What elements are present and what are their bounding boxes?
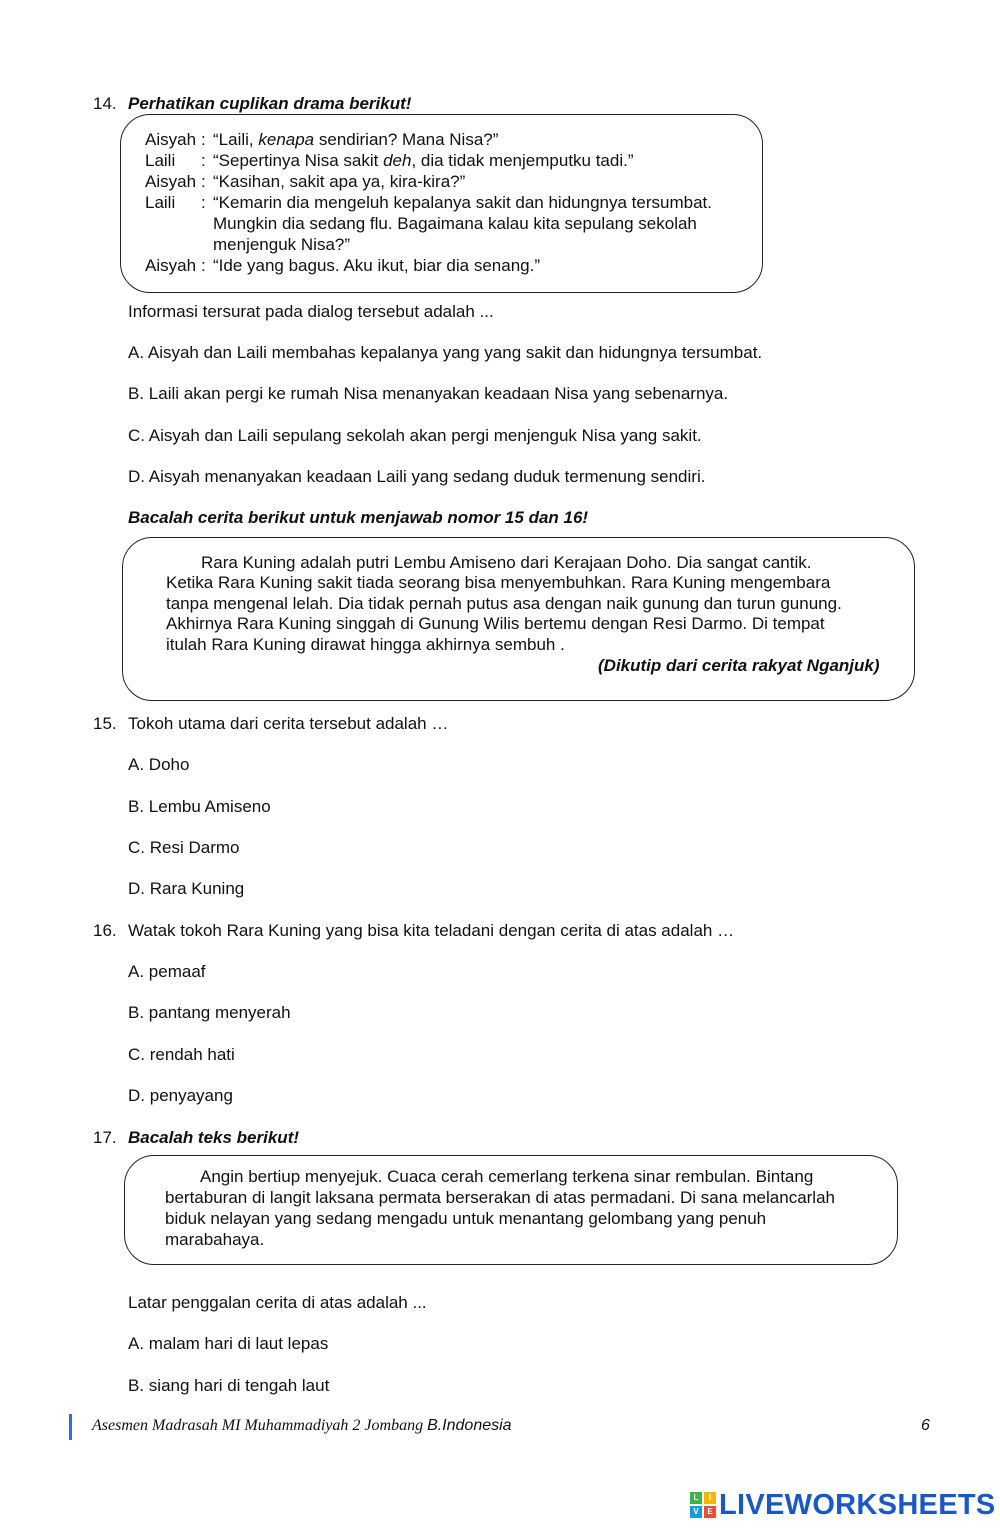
story-line: Akhirnya Rara Kuning singgah di Gunung Wilis bertemu dengan Resi Darmo. Di tempat bbox=[166, 614, 825, 633]
text-line: Angin bertiup menyejuk. Cuaca cerah cemerlang terkena sinar rembulan. Bintang bbox=[200, 1167, 814, 1186]
text-line: marabahaya. bbox=[165, 1230, 265, 1249]
dialog-line: “Sepertinya Nisa sakit deh, dia tidak menjemputku tadi.” bbox=[213, 151, 634, 170]
answer-option[interactable]: C. Aisyah dan Laili sepulang sekolah akan pergi menjenguk Nisa yang sakit. bbox=[128, 426, 702, 445]
dialog-colon: : bbox=[201, 172, 206, 191]
q17-number: 17. bbox=[93, 1128, 117, 1147]
dialog-speaker: Aisyah bbox=[145, 172, 197, 191]
answer-option[interactable]: B. pantang menyerah bbox=[128, 1003, 291, 1022]
dialog-colon: : bbox=[201, 193, 206, 212]
liveworksheets-logo[interactable] bbox=[690, 1488, 996, 1522]
logo-tile: V bbox=[690, 1506, 702, 1518]
story-instruction: Bacalah cerita berikut untuk menjawab nomor 15 dan 16! bbox=[128, 508, 589, 527]
logo-tile: L bbox=[690, 1492, 702, 1504]
story-line: tanpa mengenal lelah. Dia tidak pernah putus asa dengan naik gunung dan turun gunung. bbox=[166, 594, 842, 613]
answer-option[interactable]: C. Resi Darmo bbox=[128, 838, 240, 857]
q17-question: Latar penggalan cerita di atas adalah ... bbox=[128, 1293, 427, 1312]
dialog-speaker: Laili bbox=[145, 151, 176, 170]
answer-option[interactable]: B. Lembu Amiseno bbox=[128, 797, 271, 816]
liveworksheets-logo-text: LIVEWORKSHEETS bbox=[719, 1488, 996, 1521]
answer-option[interactable]: A. malam hari di laut lepas bbox=[128, 1334, 329, 1353]
answer-option[interactable]: D. Rara Kuning bbox=[128, 879, 245, 898]
dialog-colon: : bbox=[201, 130, 206, 149]
dialog-speaker: Aisyah bbox=[145, 130, 197, 149]
footer-text: Asesmen Madrasah MI Muhammadiyah 2 Jombang B.Indonesia bbox=[92, 1417, 512, 1434]
answer-option[interactable]: D. penyayang bbox=[128, 1086, 233, 1105]
answer-option[interactable]: C. rendah hati bbox=[128, 1045, 235, 1064]
page-number: 6 bbox=[921, 1417, 930, 1434]
answer-option[interactable]: D. Aisyah menanyakan keadaan Laili yang sedang duduk termenung sendiri. bbox=[128, 467, 706, 486]
dialog-line: menjenguk Nisa?” bbox=[213, 235, 351, 254]
story-line: itulah Rara Kuning dirawat hingga akhirnya sembuh . bbox=[166, 635, 565, 654]
dialog-colon: : bbox=[201, 151, 206, 170]
answer-option[interactable]: B. Laili akan pergi ke rumah Nisa menanyakan keadaan Nisa yang sebenarnya. bbox=[128, 384, 729, 403]
dialog-line: “Kasihan, sakit apa ya, kira-kira?” bbox=[213, 172, 466, 191]
q15-question: Tokoh utama dari cerita tersebut adalah … bbox=[128, 714, 449, 733]
dialog-speaker: Laili bbox=[145, 193, 176, 212]
story-source: (Dikutip dari cerita rakyat Nganjuk) bbox=[598, 656, 880, 675]
dialog-line: “Kemarin dia mengeluh kepalanya sakit dan hidungnya tersumbat. bbox=[213, 193, 712, 212]
q16-question: Watak tokoh Rara Kuning yang bisa kita teladani dengan cerita di atas adalah … bbox=[128, 921, 735, 940]
q14-number: 14. bbox=[93, 94, 117, 113]
liveworksheets-logo-icon bbox=[690, 1492, 716, 1518]
answer-option[interactable]: A. pemaaf bbox=[128, 962, 206, 981]
answer-option[interactable]: A. Aisyah dan Laili membahas kepalanya yang yang sakit dan hidungnya tersumbat. bbox=[128, 343, 763, 362]
dialog-line: Mungkin dia sedang flu. Bagaimana kalau kita sepulang sekolah bbox=[213, 214, 697, 233]
q17-instruction: Bacalah teks berikut! bbox=[128, 1128, 300, 1147]
dialog-colon: : bbox=[201, 256, 206, 275]
q16-number: 16. bbox=[93, 921, 117, 940]
answer-option[interactable]: A. Doho bbox=[128, 755, 190, 774]
q15-number: 15. bbox=[93, 714, 117, 733]
dialog-speaker: Aisyah bbox=[145, 256, 197, 275]
q14-question: Informasi tersurat pada dialog tersebut adalah ... bbox=[128, 302, 494, 321]
footer-accent-bar bbox=[69, 1414, 72, 1440]
dialog-line: “Laili, kenapa sendirian? Mana Nisa?” bbox=[213, 130, 499, 149]
text-line: biduk nelayan yang sedang mengadu untuk menantang gelombang yang penuh bbox=[165, 1209, 767, 1228]
story-line: Rara Kuning adalah putri Lembu Amiseno dari Kerajaan Doho. Dia sangat cantik. bbox=[201, 553, 812, 572]
text-line: bertaburan di langit laksana permata berserakan di atas permadani. Di sana melancarlah bbox=[165, 1188, 835, 1207]
logo-tile: I bbox=[704, 1492, 716, 1504]
story-line: Ketika Rara Kuning sakit tiada seorang bisa menyembuhkan. Rara Kuning mengembara bbox=[166, 573, 831, 592]
q14-instruction: Perhatikan cuplikan drama berikut! bbox=[128, 94, 412, 113]
logo-tile: E bbox=[704, 1506, 716, 1518]
dialog-line: “Ide yang bagus. Aku ikut, biar dia senang.” bbox=[213, 256, 540, 275]
answer-option[interactable]: B. siang hari di tengah laut bbox=[128, 1376, 330, 1395]
